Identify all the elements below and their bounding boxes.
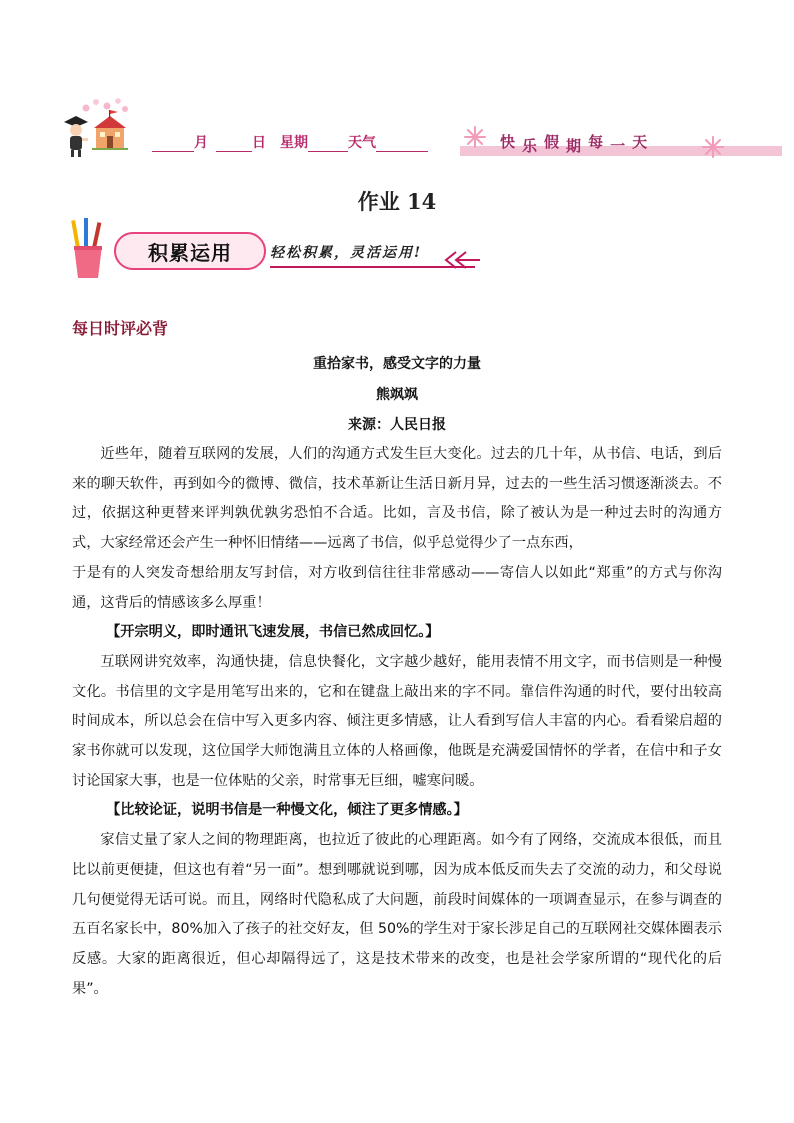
snowflake-icon (464, 126, 486, 148)
slogan-char: 一 (610, 137, 627, 155)
month-blank[interactable] (152, 135, 194, 152)
snowflake-icon (702, 136, 724, 158)
slogan-char: 天 (632, 133, 649, 151)
article-paragraph: 互联网讲究效率，沟通快捷，信息快餐化，文字越少越好，能用表情不用文字，而书信则是一种慢文化。书信里的文字是用笔写出来的，它和在键盘上敲出来的字不同。靠信件沟通的时代，要付出较高时间成本，所以总会在信中写入更多内容、倾注更多情感，让人看到写信人丰富的内心。看看梁启超的家书你就可以发现，这位国学大师饱满且立体的人格画像，他既是充满爱国情怀的学者，在信中和子女讨论国家大事，也是一位体贴的父亲，时常事无巨细，嘘寒问暖。 (72, 653, 722, 789)
date-fill-line (152, 132, 428, 152)
weather-label: 天气 (348, 135, 376, 151)
article-paragraph: 家信丈量了家人之间的物理距离，也拉近了彼此的心理距离。如今有了网络，交流成本很低，而且比以前更便捷，但这也有着“另一面”。想到哪就说到哪，因为成本低反而失去了交流的动力，和父母说几句便觉得无话可说。而且，网络时代隐私成了大问题，前段时间媒体的一项调查显示，在参与调查的五百名家长中，80%加入了孩子的社交好友，但 50%的学生对于家长涉足自己的互联网社交媒体圈表示反感。大家的距离很近，但心却隔得远了，这是技术带来的改变，也是社会学家所谓的“现代化的后果”。 (72, 832, 722, 997)
slogan-char: 乐 (522, 137, 539, 155)
slogan-char: 每 (588, 133, 605, 151)
section-badge: 积累运用 (114, 232, 266, 270)
day-blank[interactable] (216, 135, 252, 152)
header-strip (62, 96, 782, 166)
article-title: 重拾家书，感受文字的力量 (313, 356, 481, 372)
article-author: 熊飒飒 (376, 387, 418, 403)
weather-blank[interactable] (376, 135, 428, 152)
weekday-blank[interactable] (308, 135, 348, 152)
graduate-child-icon (62, 112, 90, 158)
annotation-comment: 【开宗明义，即时通讯飞速发展，书信已然成回忆。】 (106, 624, 440, 641)
article-source: 来源：人民日报 (348, 417, 446, 433)
slogan-char: 期 (566, 137, 583, 155)
pen-holder-icon (70, 218, 106, 280)
slogan-char: 快 (500, 133, 517, 151)
section-heading: 每日时评必背 (72, 319, 169, 338)
page-title: 作业 14 (357, 189, 437, 214)
section-tagline: 轻松积累，灵活运用! (270, 245, 423, 261)
day-label: 日 (252, 135, 266, 151)
article-body (72, 440, 722, 1004)
slogan-char: 假 (544, 133, 561, 151)
school-building-icon (88, 108, 132, 152)
article-paragraph: 近些年，随着互联网的发展，人们的沟通方式发生巨大变化。过去的几十年，从书信、电话，到后来的聊天软件，再到如今的微博、微信，技术革新让生活日新月异，过去的一些生活习惯逐渐淡去。不过，依据这种更替来评判孰优孰劣恐怕不合适。比如，言及书信，除了被认为是一种过去时的沟通方式，大家经常还会产生一种怀旧情绪——远离了书信，似乎总觉得少了一点东西， (72, 446, 722, 552)
weekday-label: 星期 (280, 135, 308, 151)
article-paragraph: 于是有的人突发奇想给朋友写封信，对方收到信往往非常感动——寄信人以如此“郑重”的方式与你沟通，这背后的情感该多么厚重！ (72, 564, 722, 611)
month-label: 月 (194, 135, 208, 151)
annotation-comment: 【比较论证，说明书信是一种慢文化，倾注了更多情感。】 (106, 802, 468, 819)
section-banner (70, 214, 490, 284)
slogan-text (500, 132, 648, 153)
double-arrow-left-icon (442, 250, 482, 270)
